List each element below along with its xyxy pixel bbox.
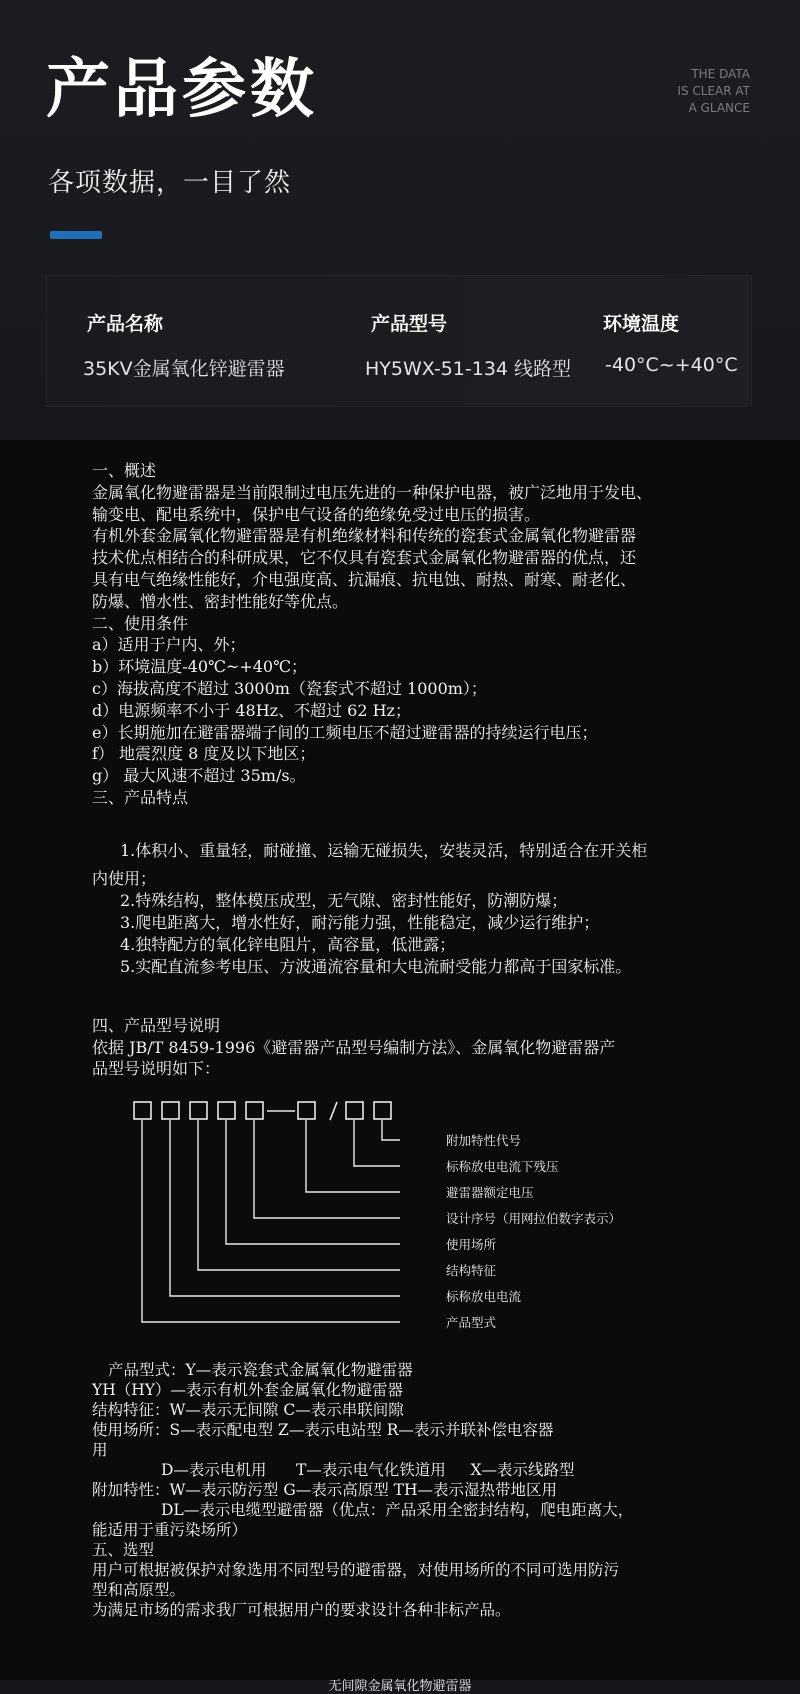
doc-line: g） 最大风速不超过 35m/s。 — [92, 766, 306, 786]
doc-line: 输变电、配电系统中，保护电气设备的绝缘免受过电压的损害。 — [92, 504, 541, 524]
leader-line — [254, 1120, 400, 1218]
doc-line: 金属氧化物避雷器是当前限制过电压先进的一种保护电器，被广泛地用于发电、 — [92, 482, 653, 502]
param-value-name: 35KV金属氧化锌避雷器 — [83, 358, 285, 380]
model-code-legend — [92, 1360, 633, 1620]
image-caption: 无间隙金属氧化物避雷器 — [328, 1679, 472, 1694]
page-subtitle: 各项数据，一目了然 — [48, 168, 292, 198]
code-line: 附加特性：W—表示防污型 G—表示高原型 TH—表示湿热带地区用 — [92, 1481, 558, 1499]
tagline-line: A GLANCE — [688, 101, 750, 115]
code-line: 五、选型 — [92, 1541, 155, 1559]
accent-bar — [50, 231, 102, 239]
feature-list — [92, 840, 647, 978]
feature-item: 5.实配直流参考电压、方波通流容量和大电流耐受能力都高于国家标准。 — [120, 957, 632, 976]
diagram-label: 使用场所 — [446, 1237, 497, 1252]
leader-line — [354, 1120, 400, 1166]
spec-document — [0, 440, 800, 1694]
leader-line — [142, 1120, 400, 1322]
tagline-line: IS CLEAR AT — [677, 84, 750, 98]
english-tagline — [677, 66, 750, 117]
tagline-line: THE DATA — [691, 67, 750, 81]
code-line: 结构特征：W—表示无间隙 C—表示串联间隙 — [92, 1401, 404, 1419]
diagram-label: 设计序号（用网拉伯数字表示） — [446, 1211, 622, 1226]
doc-line: 技术优点相结合的科研成果，它不仅具有瓷套式金属氧化物避雷器的优点，还 — [92, 548, 637, 568]
doc-line: 一、概述 — [92, 461, 157, 480]
doc-line: 二、使用条件 — [92, 613, 189, 633]
doc-line: e）长期施加在避雷器端子间的工频电压不超过避雷器的持续运行电压； — [92, 722, 598, 742]
code-line: 型和高原型。 — [92, 1581, 186, 1599]
param-value-model: HY5WX-51-134 线路型 — [365, 358, 572, 380]
code-line: 能适用于重污染场所） — [92, 1521, 248, 1539]
feature-item: 2.特殊结构，整体模压成型，无气隙、密封性能好，防潮防爆； — [120, 891, 568, 910]
section4-line: 依据 JB/T 8459-1996《避雷器产品型号编制方法》、金属氧化物避雷器产 — [92, 1037, 616, 1057]
code-box — [346, 1102, 363, 1119]
code-line: D—表示电机用 T—表示电气化铁道用 X—表示线路型 — [92, 1461, 575, 1479]
code-line: YH（HY）—表示有机外套金属氧化物避雷器 — [92, 1381, 404, 1399]
diagram-label: 产品型式 — [446, 1315, 497, 1330]
doc-line: b）环境温度-40℃~+40℃； — [92, 657, 307, 677]
feature-item: 4.独特配方的氧化锌电阻片，高容量，低泄露； — [120, 935, 456, 954]
doc-line: a）适用于户内、外； — [92, 635, 246, 655]
diagram-label: 标称放电电流 — [446, 1289, 522, 1304]
diagram-label: 标称放电电流下残压 — [446, 1159, 559, 1174]
doc-line: f） 地震烈度 8 度及以下地区； — [92, 744, 316, 764]
section4-line: 品型号说明如下： — [92, 1059, 221, 1078]
feature-item: 3.爬电距离大，增水性好，耐污能力强，性能稳定，减少运行维护； — [120, 913, 600, 932]
page-title: 产品参数 — [46, 53, 318, 127]
doc-line: 具有电气绝缘性能好，介电强度高、抗漏痕、抗电蚀、耐热、耐寒、耐老化、 — [92, 569, 637, 589]
diagram-label: 结构特征 — [446, 1263, 497, 1278]
code-box — [374, 1102, 391, 1119]
feature-item: 内使用； — [92, 869, 157, 888]
doc-text — [92, 460, 652, 809]
doc-line: c）海拔高度不超过 3000m（瓷套式不超过 1000m）； — [92, 678, 487, 698]
code-line: 产品型式：Y—表示瓷套式金属氧化物避雷器 — [108, 1361, 413, 1379]
leader-line — [198, 1120, 400, 1270]
code-box — [246, 1102, 263, 1119]
diagram-label: 附加特性代号 — [446, 1133, 522, 1148]
code-line: 为满足市场的需求我厂可根据用户的要求设计各种非标产品。 — [92, 1601, 511, 1619]
doc-line: 有机外套金属氧化物避雷器是有机绝缘材料和传统的瓷套式金属氧化物避雷器 — [92, 526, 637, 546]
doc-line: 三、产品特点 — [92, 787, 189, 807]
doc-line: d）电源频率不小于 48Hz、不超过 62 Hz； — [92, 700, 411, 720]
params-panel — [46, 275, 752, 407]
code-line: 用 — [92, 1441, 108, 1459]
code-box — [218, 1102, 235, 1119]
param-value-temp: -40°C~+40°C — [605, 354, 738, 376]
feature-item: 1.体积小、重量轻，耐碰撞、运输无碰损失，安装灵活，特别适合在开关柜 — [120, 841, 648, 860]
code-line: 用户可根据被保护对象选用不同型号的避雷器，对使用场所的不同可选用防污 — [92, 1561, 620, 1579]
leader-line — [306, 1120, 400, 1192]
leader-line — [226, 1120, 400, 1244]
code-line: 使用场所：S—表示配电型 Z—表示电站型 R—表示并联补偿电容器 — [92, 1421, 554, 1439]
param-label-temp: 环境温度 — [603, 313, 680, 335]
code-box — [298, 1102, 315, 1119]
diagram-label: 避雷器额定电压 — [446, 1185, 534, 1200]
model-code-diagram — [130, 1100, 730, 1350]
code-box — [134, 1102, 151, 1119]
code-line: DL—表示电缆型避雷器（优点：产品采用全密封结构，爬电距离大， — [92, 1501, 634, 1519]
section-4 — [92, 1015, 615, 1080]
code-box — [162, 1102, 179, 1119]
param-label-model: 产品型号 — [371, 313, 448, 335]
section4-line: 四、产品型号说明 — [92, 1016, 221, 1035]
leader-line — [382, 1120, 400, 1140]
param-label-name: 产品名称 — [87, 313, 164, 335]
header-section — [0, 0, 800, 440]
doc-line: 防爆、憎水性、密封性能好等优点。 — [92, 591, 349, 611]
code-box — [190, 1102, 207, 1119]
